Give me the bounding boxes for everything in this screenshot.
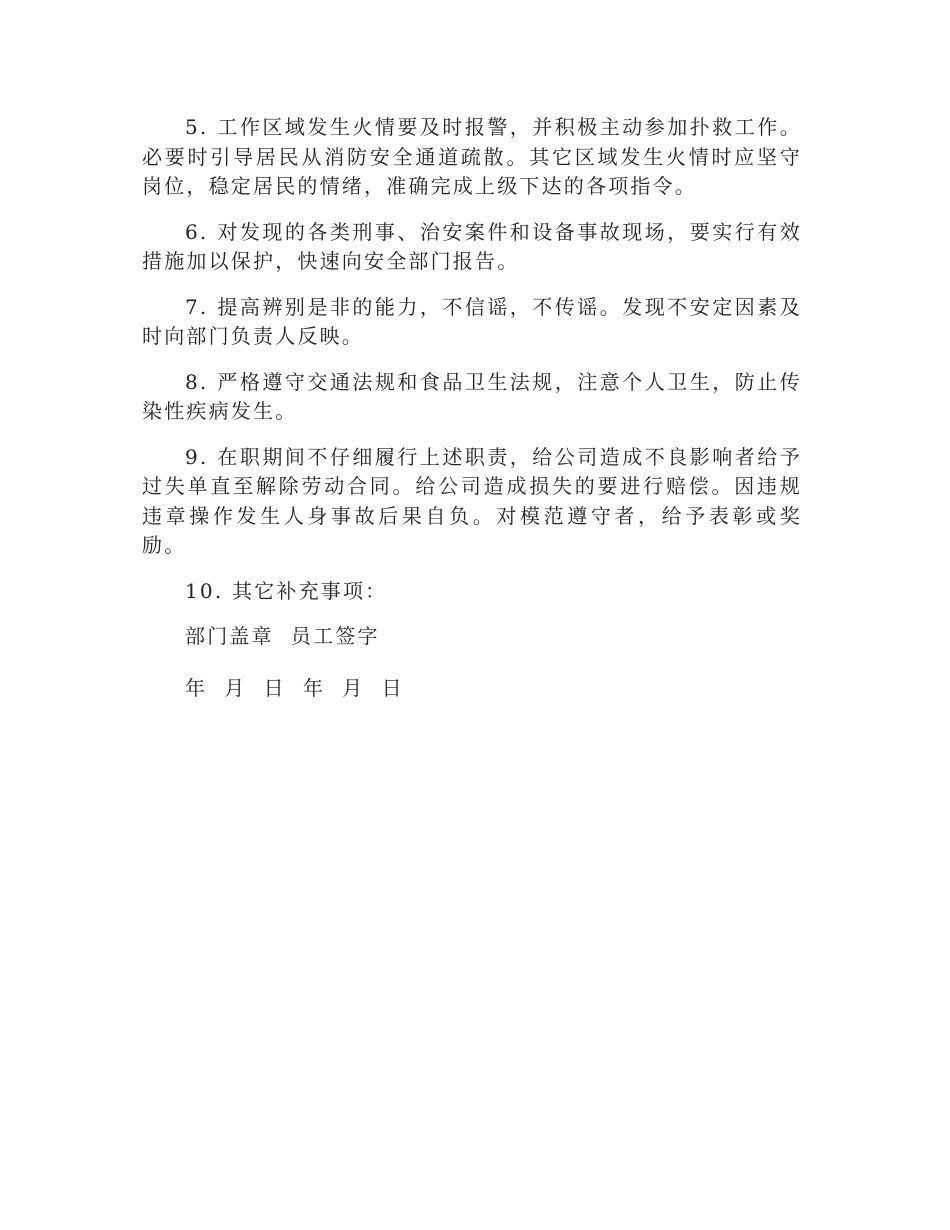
- paragraph-item-5: 5. 工作区域发生火情要及时报警，并积极主动参加扑救工作。必要时引导居民从消防安全通道疏散。其它区域发生火情时应坚守岗位，稳定居民的情绪，准确完成上级下达的各项指令。: [142, 115, 802, 198]
- paragraph-item-6: 6. 对发现的各类刑事、治安案件和设备事故现场，要实行有效措施加以保护，快速向安全部门报告。: [142, 219, 802, 273]
- paragraph-item-8: 8. 严格遵守交通法规和食品卫生法规，注意个人卫生，防止传染性疾病发生。: [142, 369, 802, 423]
- signature-line: 部门盖章 员工签字: [185, 624, 380, 648]
- paragraph-item-9: 9. 在职期间不仔细履行上述职责，给公司造成不良影响者给予过失单直至解除劳动合同。给公司造成损失的要进行赔偿。因违规违章操作发生人身事故后果自负。对模范遵守者，给予表彰或奖励。: [142, 444, 802, 557]
- date-line: 年 月 日 年 月 日: [185, 675, 404, 700]
- paragraph-item-10: 10. 其它补充事项：: [185, 578, 388, 603]
- paragraph-item-7: 7. 提高辨别是非的能力，不信谣，不传谣。发现不安定因素及时向部门负责人反映。: [142, 294, 802, 348]
- document-body: [142, 113, 802, 725]
